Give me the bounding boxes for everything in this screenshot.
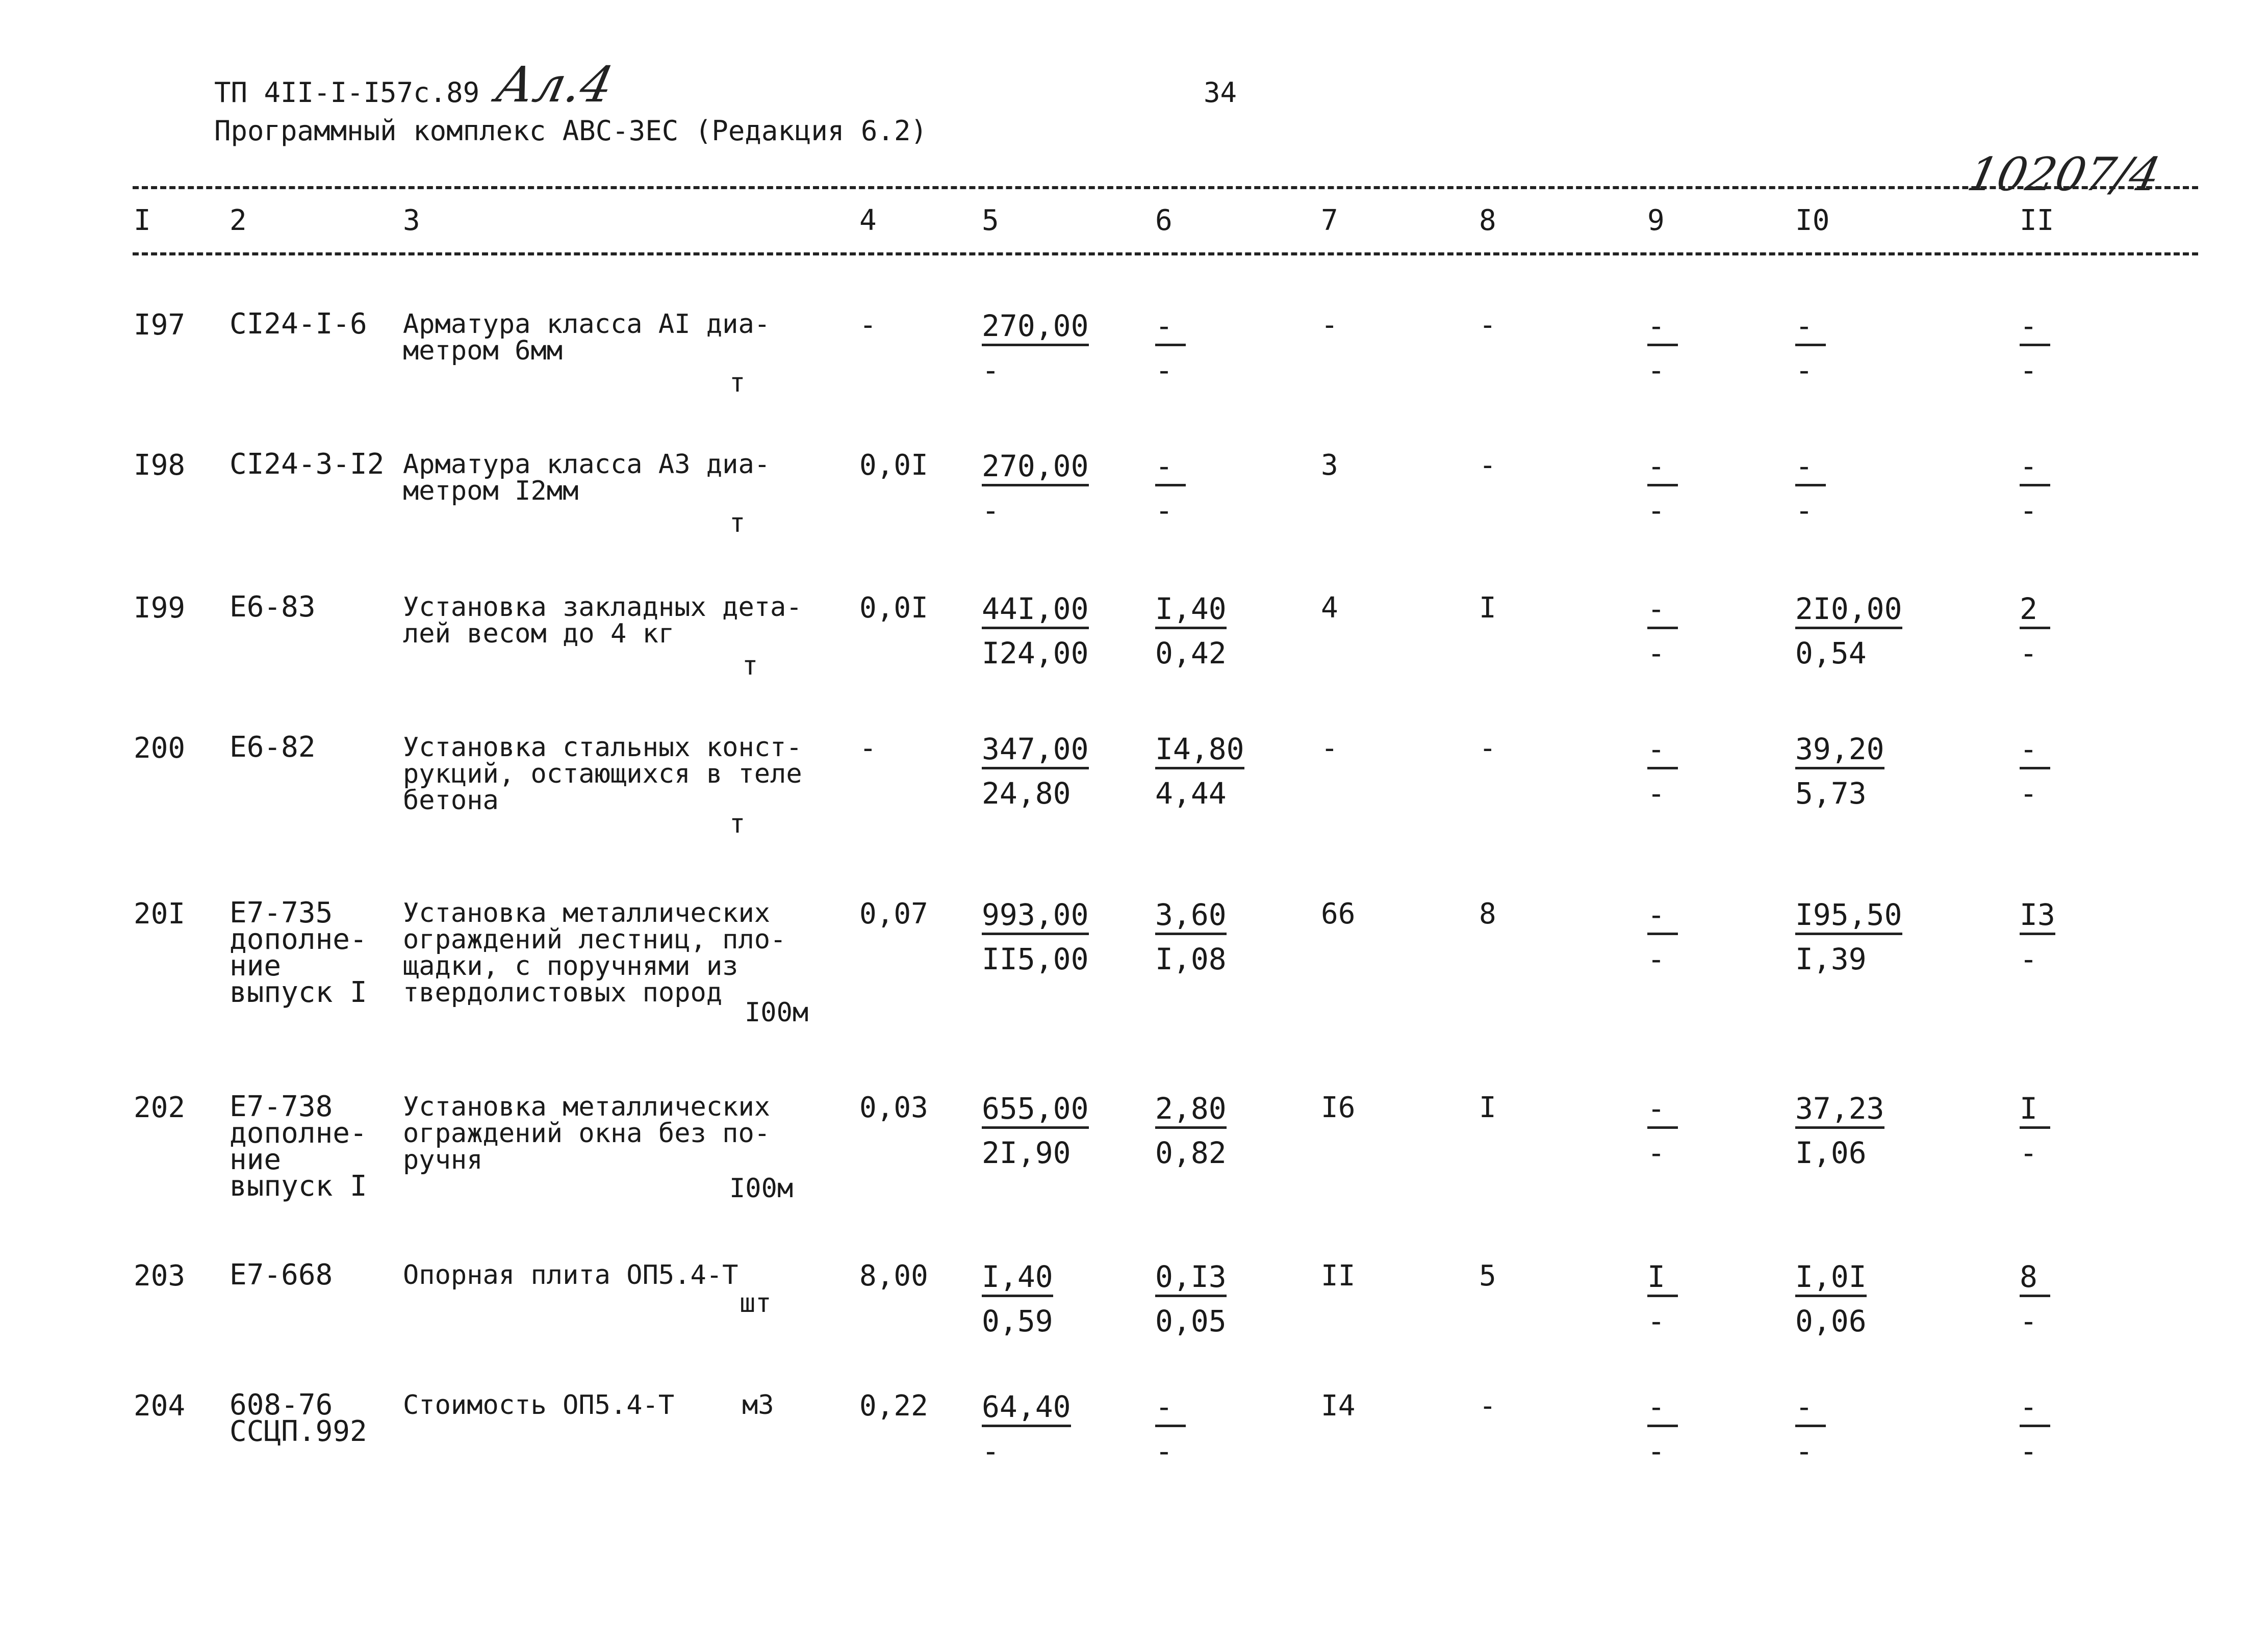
work-description: Установка стальных конст- рукций, остающихся в теле бетона xyxy=(403,732,802,816)
column-header-10: I0 xyxy=(1795,204,1830,237)
col-5-value xyxy=(982,1259,1053,1338)
col-9-value-numerator: - xyxy=(1647,594,1678,629)
unit-of-measure: т xyxy=(729,508,746,538)
col-6-value-denominator: 0,42 xyxy=(1155,636,1227,670)
col-8-value: - xyxy=(1479,1389,1496,1423)
col-5-value-numerator: I,40 xyxy=(982,1262,1053,1297)
col-10-value xyxy=(1795,1389,1826,1468)
column-header-6: 6 xyxy=(1155,204,1173,237)
col-11-value-numerator: I xyxy=(2020,1094,2050,1129)
row-number: 200 xyxy=(134,732,186,765)
col-6-value-denominator: 0,82 xyxy=(1155,1135,1227,1170)
row-number: 204 xyxy=(134,1389,186,1423)
col-9-value-numerator: - xyxy=(1647,1094,1678,1129)
col-6-value-denominator: - xyxy=(1155,353,1173,388)
col-11-value xyxy=(2020,1091,2050,1170)
col-9-value-denominator: - xyxy=(1647,942,1665,976)
col-6-value xyxy=(1155,449,1186,528)
col-11-value-denominator: - xyxy=(2020,1135,2037,1170)
col-7-value: - xyxy=(1321,308,1338,342)
col-7-value: I6 xyxy=(1321,1091,1356,1124)
document-code: ТП 4II-I-I57с.89 xyxy=(214,76,480,109)
col-10-value-numerator: I,0I xyxy=(1795,1262,1867,1297)
col-6-value-numerator: 3,60 xyxy=(1155,900,1227,935)
quantity: 0,03 xyxy=(859,1091,928,1124)
rate-code: Е7-738 дополне- ние выпуск I xyxy=(230,1090,367,1203)
col-8-value: - xyxy=(1479,308,1496,342)
column-header-7: 7 xyxy=(1321,204,1338,237)
col-6-value-numerator: - xyxy=(1155,451,1186,486)
unit-of-measure: т xyxy=(742,651,758,681)
work-description: Стоимость ОП5.4-Т xyxy=(403,1390,675,1421)
col-11-value-denominator: - xyxy=(2020,1434,2037,1468)
col-6-value-numerator: - xyxy=(1155,311,1186,346)
col-9-value-denominator: - xyxy=(1647,1434,1665,1468)
col-8-value: - xyxy=(1479,449,1496,482)
col-5-value-numerator: 44I,00 xyxy=(982,594,1089,629)
col-7-value: I4 xyxy=(1321,1389,1356,1423)
col-11-value-numerator: - xyxy=(2020,451,2050,486)
col-11-value xyxy=(2020,308,2050,388)
col-8-value: I xyxy=(1479,1091,1496,1124)
col-9-value-numerator: - xyxy=(1647,311,1678,346)
col-10-value-numerator: - xyxy=(1795,1392,1826,1427)
col-9-value xyxy=(1647,591,1678,670)
row-number: 20I xyxy=(134,897,186,931)
col-5-value xyxy=(982,1389,1071,1468)
col-5-value-numerator: 64,40 xyxy=(982,1392,1071,1427)
col-10-value xyxy=(1795,897,1902,976)
rate-code: Е7-735 дополне- ние выпуск I xyxy=(230,896,367,1009)
col-9-value-numerator: - xyxy=(1647,900,1678,935)
work-description: Арматура класса АI диа- метром 6мм xyxy=(403,309,771,366)
col-10-value-numerator: 37,23 xyxy=(1795,1094,1884,1129)
work-description: Установка закладных дета- лей весом до 4 кг xyxy=(403,592,802,649)
quantity: 0,0I xyxy=(859,591,928,625)
quantity: 8,00 xyxy=(859,1259,928,1293)
col-5-value-denominator: 0,59 xyxy=(982,1304,1053,1338)
col-5-value xyxy=(982,449,1089,528)
col-10-value-denominator: - xyxy=(1795,493,1813,528)
col-8-value: 8 xyxy=(1479,897,1496,931)
col-10-value-denominator: 5,73 xyxy=(1795,776,1867,811)
column-header-4: 4 xyxy=(859,204,877,237)
col-11-value-denominator: - xyxy=(2020,776,2037,811)
col-11-value-numerator: - xyxy=(2020,734,2050,769)
col-10-value-denominator: - xyxy=(1795,1434,1813,1468)
unit-of-measure: м3 xyxy=(742,1390,774,1421)
col-11-value-numerator: 8 xyxy=(2020,1262,2050,1297)
col-11-value xyxy=(2020,732,2050,811)
col-9-value xyxy=(1647,1389,1678,1468)
col-9-value-denominator: - xyxy=(1647,353,1665,388)
column-header-11: II xyxy=(2020,204,2054,237)
col-5-value-denominator: 24,80 xyxy=(982,776,1071,811)
col-6-value-denominator: - xyxy=(1155,1434,1173,1468)
header-bottom-rule xyxy=(133,252,2198,255)
col-9-value xyxy=(1647,1259,1678,1338)
col-7-value: II xyxy=(1321,1259,1356,1293)
col-11-value xyxy=(2020,449,2050,528)
col-10-value xyxy=(1795,1091,1884,1170)
col-9-value xyxy=(1647,897,1678,976)
col-6-value xyxy=(1155,1259,1227,1338)
col-10-value-numerator: 2I0,00 xyxy=(1795,594,1902,629)
quantity: 0,22 xyxy=(859,1389,928,1423)
row-number: I99 xyxy=(134,591,186,625)
col-6-value-denominator: 0,05 xyxy=(1155,1304,1227,1338)
col-9-value-numerator: I xyxy=(1647,1262,1678,1297)
col-10-value xyxy=(1795,449,1826,528)
quantity: - xyxy=(859,308,877,342)
col-9-value xyxy=(1647,308,1678,388)
unit-of-measure: т xyxy=(729,809,746,839)
sheet-note-handwritten: Ал.4 xyxy=(491,56,619,113)
col-10-value xyxy=(1795,591,1902,670)
col-10-value-denominator: I,06 xyxy=(1795,1135,1867,1170)
col-6-value-numerator: I4,80 xyxy=(1155,734,1244,769)
column-header-8: 8 xyxy=(1479,204,1496,237)
col-10-value-denominator: I,39 xyxy=(1795,942,1867,976)
col-5-value-denominator: 2I,90 xyxy=(982,1135,1071,1170)
col-11-value-numerator: I3 xyxy=(2020,900,2055,935)
col-5-value-denominator: - xyxy=(982,1434,1000,1468)
column-header-2: 2 xyxy=(230,204,247,237)
col-11-value-denominator: - xyxy=(2020,636,2037,670)
col-9-value-denominator: - xyxy=(1647,1135,1665,1170)
col-10-value-denominator: 0,06 xyxy=(1795,1304,1867,1338)
col-5-value-numerator: 993,00 xyxy=(982,900,1089,935)
work-description: Установка металлических ограждений лестниц, пло- щадки, с поручнями из твердолистовых пород xyxy=(403,898,786,1008)
col-11-value xyxy=(2020,897,2055,976)
col-6-value-numerator: I,40 xyxy=(1155,594,1227,629)
col-11-value-numerator: 2 xyxy=(2020,594,2050,629)
unit-of-measure: т xyxy=(729,368,746,398)
column-header-1: I xyxy=(134,204,151,237)
col-7-value: 3 xyxy=(1321,449,1338,482)
col-8-value: - xyxy=(1479,732,1496,765)
col-7-value: - xyxy=(1321,732,1338,765)
col-7-value: 66 xyxy=(1321,897,1356,931)
col-6-value xyxy=(1155,897,1227,976)
col-5-value-denominator: I24,00 xyxy=(982,636,1089,670)
rate-code: Е6-82 xyxy=(230,731,316,764)
col-5-value-numerator: 655,00 xyxy=(982,1094,1089,1129)
rate-code: CI24-I-6 xyxy=(230,307,367,341)
col-5-value xyxy=(982,591,1089,670)
col-5-value xyxy=(982,1091,1089,1170)
col-5-value-numerator: 347,00 xyxy=(982,734,1089,769)
stamp-number-handwritten: 10207/4 xyxy=(1963,148,2165,201)
rate-code: Е6-83 xyxy=(230,590,316,624)
col-6-value-numerator: 0,I3 xyxy=(1155,1262,1227,1297)
column-header-3: 3 xyxy=(403,204,420,237)
col-9-value-denominator: - xyxy=(1647,1304,1665,1338)
col-9-value-numerator: - xyxy=(1647,451,1678,486)
col-10-value xyxy=(1795,732,1884,811)
col-9-value xyxy=(1647,449,1678,528)
work-description: Установка металлических ограждений окна без по- ручня xyxy=(403,1092,771,1175)
col-9-value-numerator: - xyxy=(1647,734,1678,769)
unit-of-measure: I00м xyxy=(745,997,809,1028)
row-number: 203 xyxy=(134,1259,186,1293)
col-5-value xyxy=(982,897,1089,976)
col-5-value-denominator: II5,00 xyxy=(982,942,1089,976)
rate-code: 608-76 ССЦП.992 xyxy=(230,1388,367,1448)
rate-code: Е7-668 xyxy=(230,1258,333,1292)
col-11-value xyxy=(2020,1389,2050,1468)
col-11-value-denominator: - xyxy=(2020,493,2037,528)
col-6-value xyxy=(1155,308,1186,388)
col-11-value-numerator: - xyxy=(2020,311,2050,346)
col-11-value xyxy=(2020,1259,2050,1338)
quantity: 0,07 xyxy=(859,897,928,931)
col-9-value-denominator: - xyxy=(1647,493,1665,528)
col-9-value xyxy=(1647,1091,1678,1170)
col-6-value xyxy=(1155,591,1227,670)
col-9-value-denominator: - xyxy=(1647,636,1665,670)
column-header-5: 5 xyxy=(982,204,999,237)
rate-code: CI24-3-I2 xyxy=(230,448,385,481)
col-5-value-numerator: 270,00 xyxy=(982,451,1089,486)
col-10-value xyxy=(1795,1259,1867,1338)
col-10-value-numerator: I95,50 xyxy=(1795,900,1902,935)
col-10-value-numerator: 39,20 xyxy=(1795,734,1884,769)
col-5-value-denominator: - xyxy=(982,353,1000,388)
col-6-value-numerator: 2,80 xyxy=(1155,1094,1227,1129)
work-description: Арматура класса А3 диа- метром I2мм xyxy=(403,449,771,506)
col-8-value: 5 xyxy=(1479,1259,1496,1293)
col-6-value xyxy=(1155,1389,1186,1468)
col-10-value-numerator: - xyxy=(1795,451,1826,486)
row-number: I98 xyxy=(134,449,186,482)
col-5-value-numerator: 270,00 xyxy=(982,311,1089,346)
page-subtitle: Программный комплекс АВС-3ЕС (Редакция 6.2) xyxy=(214,115,927,147)
quantity: 0,0I xyxy=(859,449,928,482)
col-10-value-denominator: - xyxy=(1795,353,1813,388)
col-11-value-denominator: - xyxy=(2020,353,2037,388)
col-5-value xyxy=(982,732,1089,811)
col-6-value-numerator: - xyxy=(1155,1392,1186,1427)
page-number: 34 xyxy=(1204,76,1237,109)
col-6-value-denominator: I,08 xyxy=(1155,942,1227,976)
row-number: 202 xyxy=(134,1091,186,1124)
work-description: Опорная плита ОП5.4-Т xyxy=(403,1260,738,1290)
col-6-value-denominator: 4,44 xyxy=(1155,776,1227,811)
col-8-value: I xyxy=(1479,591,1496,625)
col-6-value-denominator: - xyxy=(1155,493,1173,528)
col-5-value-denominator: - xyxy=(982,493,1000,528)
quantity: - xyxy=(859,732,877,765)
header-top-rule xyxy=(133,186,2198,189)
unit-of-measure: I00м xyxy=(729,1173,794,1204)
col-11-value xyxy=(2020,591,2050,670)
col-9-value-numerator: - xyxy=(1647,1392,1678,1427)
row-number: I97 xyxy=(134,308,186,342)
col-10-value-numerator: - xyxy=(1795,311,1826,346)
col-11-value-denominator: - xyxy=(2020,1304,2037,1338)
column-header-9: 9 xyxy=(1647,204,1665,237)
unit-of-measure: шт xyxy=(740,1288,772,1319)
col-11-value-numerator: - xyxy=(2020,1392,2050,1427)
col-10-value-denominator: 0,54 xyxy=(1795,636,1867,670)
col-9-value-denominator: - xyxy=(1647,776,1665,811)
col-9-value xyxy=(1647,732,1678,811)
col-10-value xyxy=(1795,308,1826,388)
col-7-value: 4 xyxy=(1321,591,1338,625)
col-11-value-denominator: - xyxy=(2020,942,2037,976)
col-6-value xyxy=(1155,1091,1227,1170)
col-6-value xyxy=(1155,732,1244,811)
col-5-value xyxy=(982,308,1089,388)
